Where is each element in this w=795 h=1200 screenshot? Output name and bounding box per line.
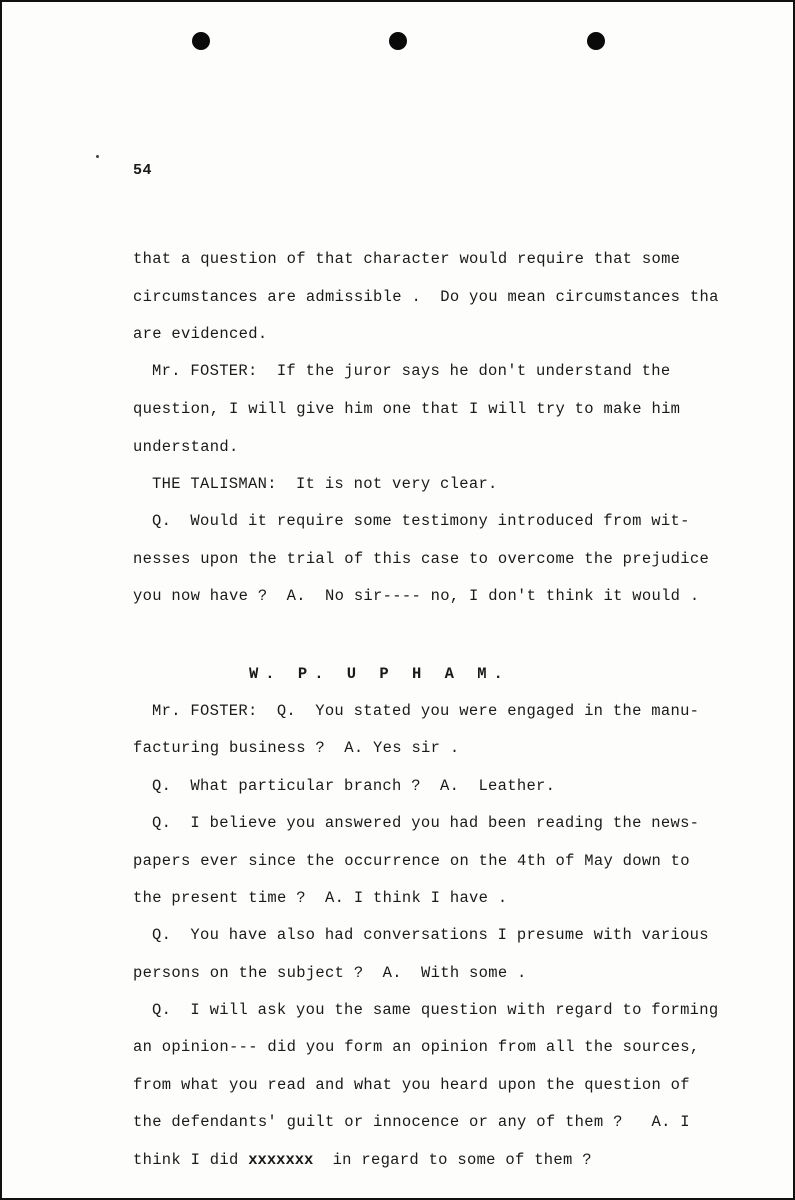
ink-speck [96,155,99,158]
punch-hole-left [192,32,210,50]
text-line-14: Q. I believe you answered you had been reading the news- [152,814,700,832]
text-line-20: an opinion--- did you form an opinion from all the sources, [133,1038,700,1056]
text-line-6: understand. [133,438,239,456]
text-line-9: nesses upon the trial of this case to overcome the prejudice [133,550,710,568]
text-line-16: the present time ? A. I think I have . [133,889,508,907]
text-line-23-start: think I did [133,1151,239,1169]
struck-out-text: xxxxxxx [248,1151,314,1169]
text-line-1: that a question of that character would require that some [133,250,681,268]
text-line-15: papers ever since the occurrence on the 4th of May down to [133,852,690,870]
text-line-4: Mr. FOSTER: If the juror says he don't understand the [152,362,671,380]
text-line-10: you now have ? A. No sir---- no, I don't think it would . [133,587,700,605]
text-line-12: facturing business ? A. Yes sir . [133,739,460,757]
witness-heading: W. P. U P H A M. [249,665,510,683]
text-line-11: Mr. FOSTER: Q. You stated you were engaged in the manu- [152,702,700,720]
text-line-13: Q. What particular branch ? A. Leather. [152,777,556,795]
text-line-18: persons on the subject ? A. With some . [133,964,527,982]
text-line-17: Q. You have also had conversations I presume with various [152,926,709,944]
text-line-23-end: in regard to some of them ? [332,1151,592,1169]
page-number: 54 [133,162,153,179]
punch-hole-right [587,32,605,50]
text-line-19: Q. I will ask you the same question with regard to forming [152,1001,719,1019]
text-line-22: the defendants' guilt or innocence or any of them ? A. I [133,1113,690,1131]
text-line-21: from what you read and what you heard upon the question of [133,1076,690,1094]
text-line-7: THE TALISMAN: It is not very clear. [152,475,498,493]
text-line-5: question, I will give him one that I will try to make him [133,400,681,418]
punch-hole-middle [389,32,407,50]
text-line-23 [133,1151,592,1169]
text-line-2: circumstances are admissible . Do you mean circumstances tha [133,288,719,306]
text-line-8: Q. Would it require some testimony introduced from wit- [152,512,690,530]
text-line-3: are evidenced. [133,325,268,343]
